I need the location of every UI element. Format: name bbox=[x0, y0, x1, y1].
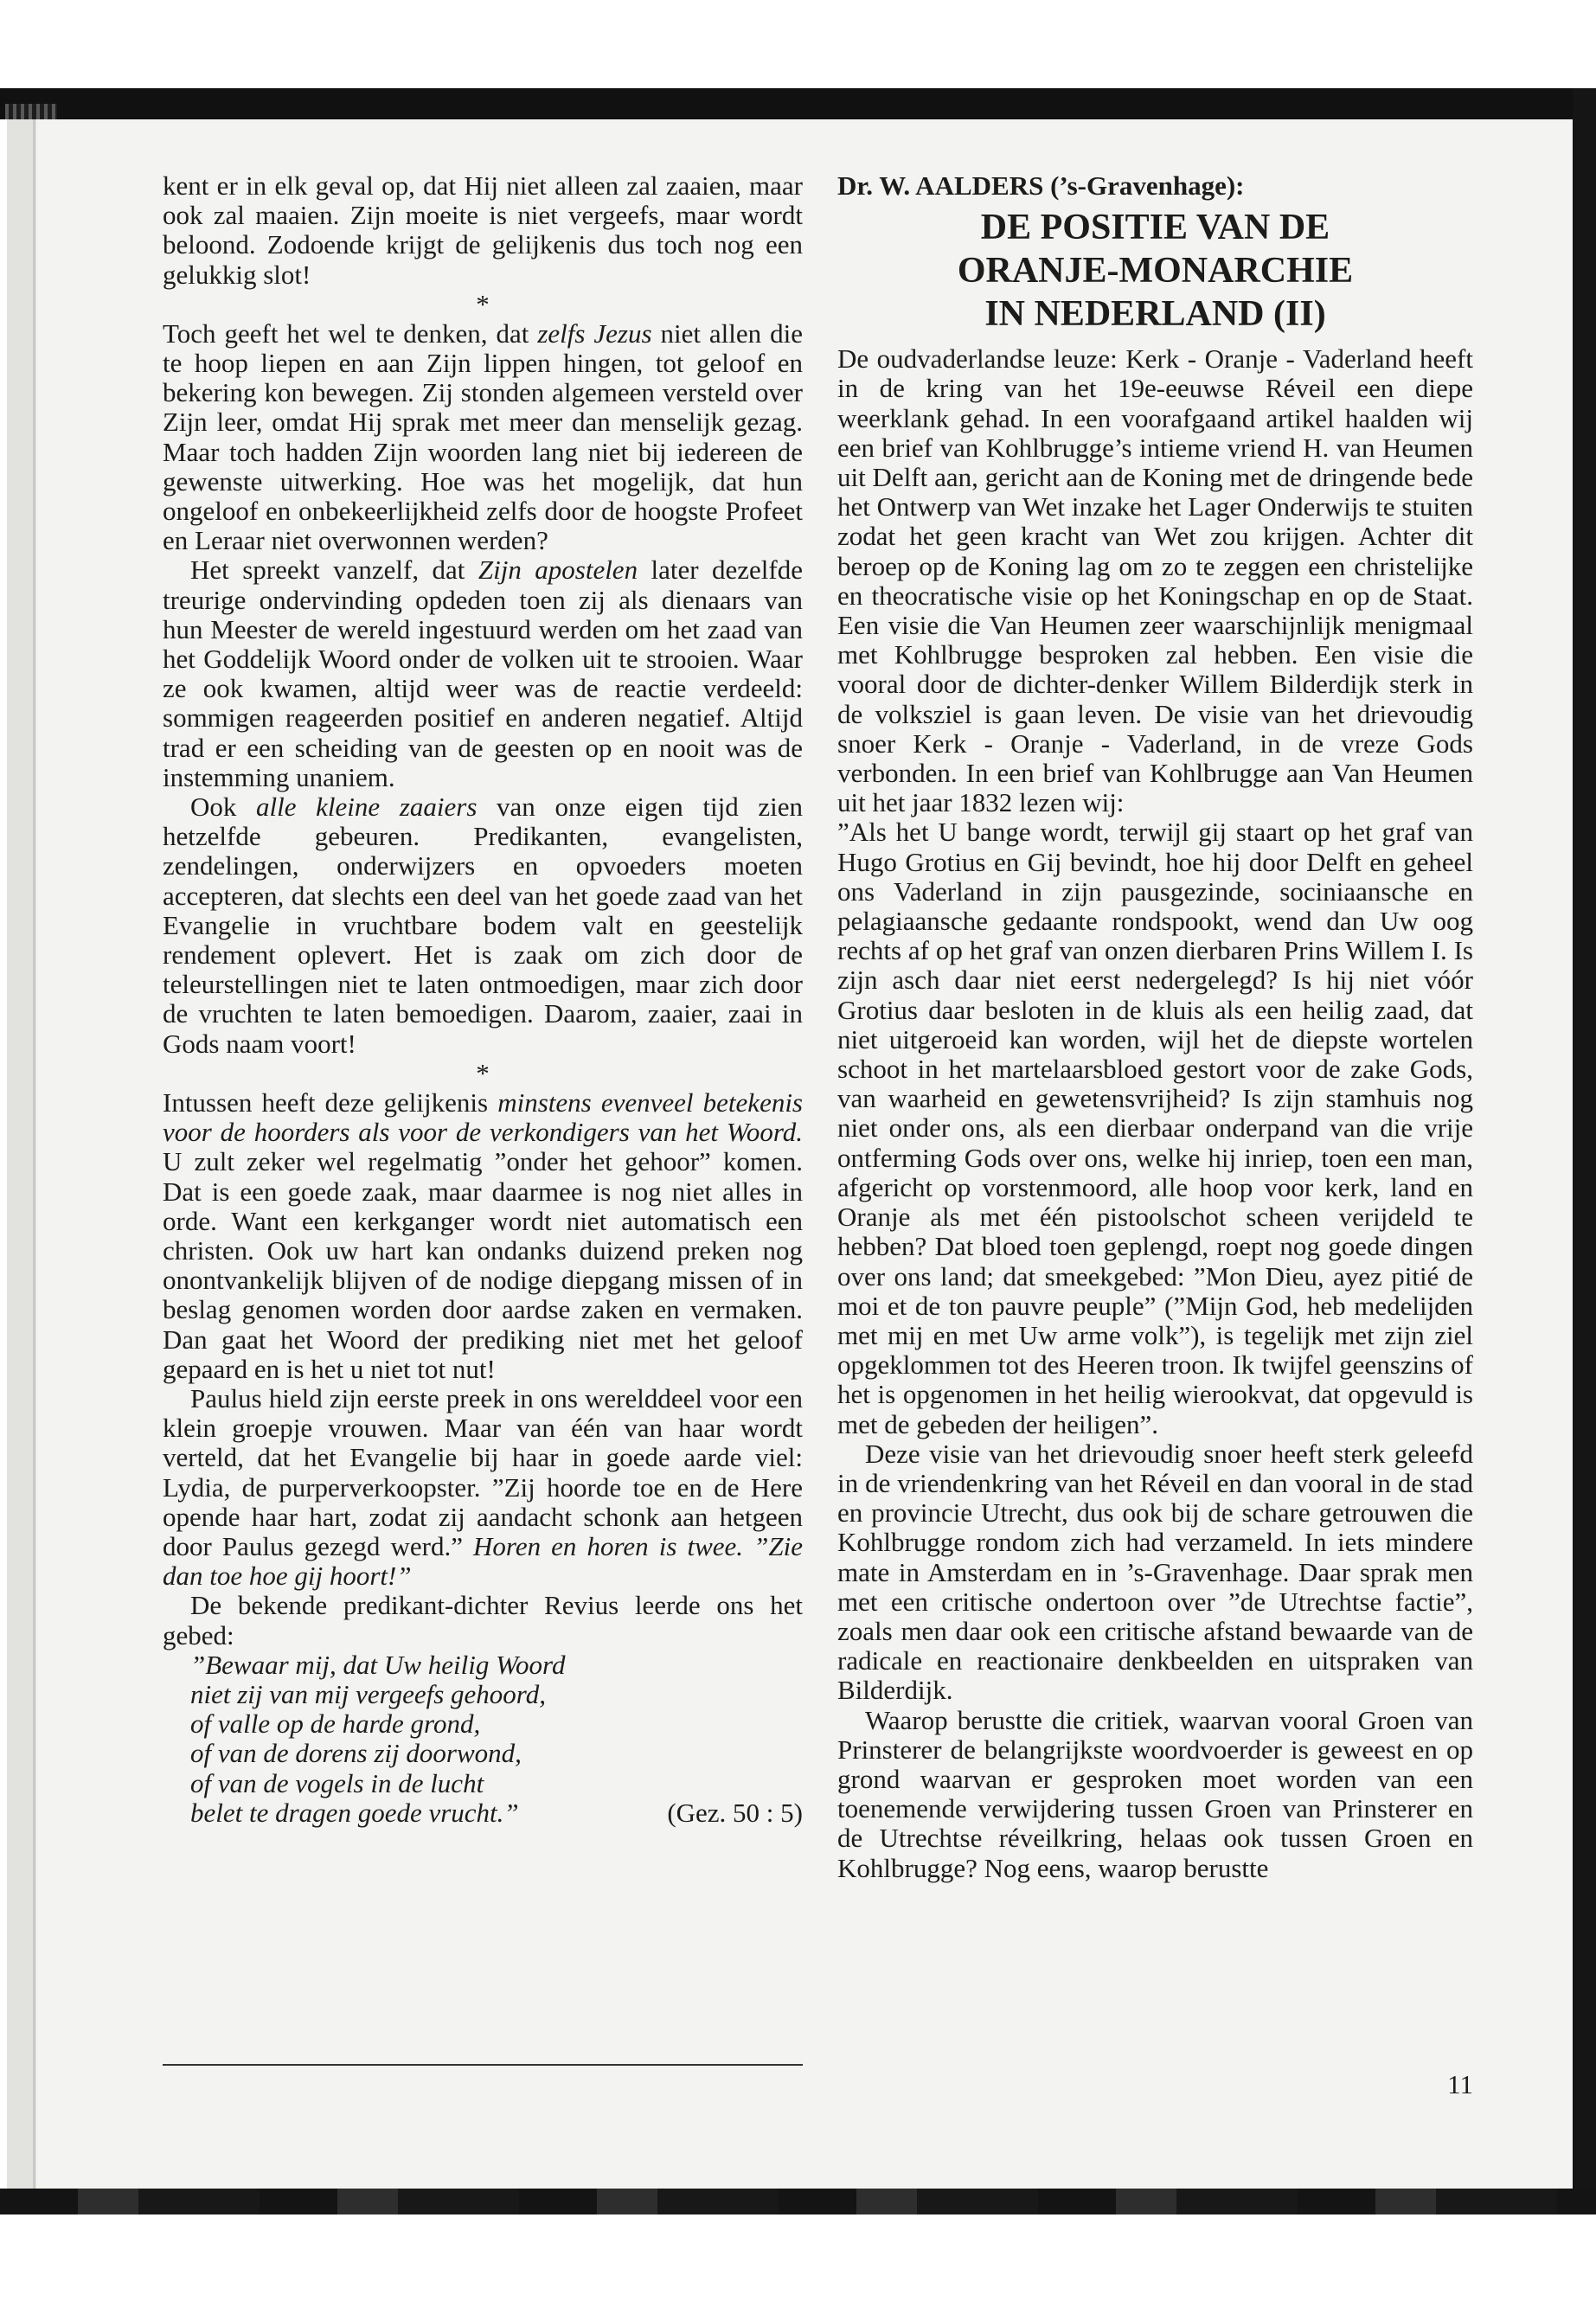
block-quote: ”Als het U bange wordt, terwijl gij staart op het graf van Hugo Grotius en Gij bevindt, hoe hij door Delft en geheel ons Vaderland in zijn pausgezinde, sociniaansche en pelagiaansche gedaante rondspookt, wend dan Uw oog rechts af op het graf van onzen dierbaren Prins Willem I. Is zijn asch daar niet eerst nedergelegd? Is hij niet vóór Grotius daar besloten in de kluis als een heilig zaad, dat niet uitgeroeid kan worden, wijl het de diepste wortelen schoot in het martelaarsbloed gestort voor de zake Gods, van waarheid en gewetensvrijheid? Is zijn stamhuis nog niet onder ons, als een dierbaar onderpand van die vrije ontferming Gods over ons, welke hij inriep, toen een man, afgericht op vorstenmoord, alle hoop voor kerk, land en Oranje als met één pistoolschot scheen verijdeld te hebben? Dat bloed toen geplengd, roept nog goede dingen over ons land; dat smeekgebed: ”Mon Dieu, ayez pitié de moi et de ton pauvre peuple” (”Mijn God, heb medelijden met mij en met Uw arme volk”), is tegelijk met zijn ziel opgeklommen tot des Heeren troon. Ik twijfel geenszins of het is opgenomen in het heilig wierookvat, dat opgevuld is met de gebeden der heiligen”. bbox=[837, 817, 1473, 1439]
poem-line: ”Bewaar mij, dat Uw heilig Woord bbox=[190, 1649, 566, 1680]
paragraph: Waarop berustte die critiek, waarvan vooral Groen van Prinsterer de belangrijkste woordvoerder is geweest en op grond waarvan er gesproken moet worden van een toenemende verwijdering tussen Groen van Prinsterer en de Utrechtse réveilkring, helaas ook tussen Groen en Kohlbrugge? Nog eens, waarop berustte bbox=[837, 1704, 1473, 1883]
title-line: DE POSITIE VAN DE bbox=[980, 208, 1330, 248]
paragraph: Het spreekt vanzelf, dat Zijn apostelen later dezelfde treurige ondervinding opdeden toen zij als dienaars van hun Meester de wereld ingestuurd werden om het zaad van het Goddelijk Woord onder de volken uit te strooien. Waar ze ook kwamen, altijd weer was de reactie verdeeld: sommigen reageerden positief en anderen negatief. Altijd trad er een scheiding van de geesten op en nooit was de instemming unaniem. bbox=[163, 554, 803, 792]
column-end-rule bbox=[163, 2064, 803, 2066]
poem-last-line bbox=[190, 1798, 803, 1828]
paragraph: De oudvaderlandse leuze: Kerk - Oranje - Vaderland heeft in de kring van het 19e-eeuwse Réveil een diepe weerklank gehad. In een voorafgaand artikel haalden wij een brief van Kohlbrugge’s intieme vriend H. van Heumen uit Delft aan, gericht aan de Koning met de dringende bede het Ontwerp van Wet inzake het Lager Onderwijs te stuiten zodat het geen kracht van Wet zou krijgen. Achter dit beroep op de Koning lag om zo te zeggen een christelijke en theocratische visie op het Koningschap en op de Staat. Een visie die Van Heumen zeer waarschijnlijk menigmaal met Kohlbrugge besproken zal hebben. Een visie die vooral door de dichter-denker Willem Bilderdijk sterk in de volksziel is gaan leven. De visie van het drievoudig snoer Kerk - Oranje - Vaderland, in de vreze Gods verbonden. In een brief van Kohlbrugge aan Van Heumen uit het jaar 1832 lezen wij: bbox=[837, 343, 1473, 818]
section-separator: * bbox=[476, 288, 490, 319]
poem-line: niet zij van mij vergeefs gehoord, bbox=[190, 1678, 546, 1709]
title-line: ORANJE-MONARCHIE bbox=[957, 251, 1354, 292]
paragraph: Intussen heeft deze gelijkenis minstens evenveel betekenis voor de hoorders als voor de verkondigers van het Woord. U zult zeker wel regelmatig ”onder het gehoor” komen. Dat is een goede zaak, maar daarmee is nog niet alles in orde. Want een kerkganger wordt niet automatisch een christen. Ook uw hart kan ondanks duizend preken nog onontvankelijk blijven of de nodige diepgang missen of in beslag genomen worden door aardse zaken en vermaken. Dan gaat het Woord der prediking niet met het geloof gepaard en is het u niet tot nut! bbox=[163, 1086, 804, 1384]
paragraph: Paulus hield zijn eerste preek in ons werelddeel voor een klein groepje vrouwen. Maar van één van haar wordt verteld, dat het Evangelie bij haar in goede aarde viel: Lydia, de purperverkoopster. ”Zij hoorde toe en de Here opende haar hart, zodat zij aandacht schonk aan hetgeen door Paulus gezegd werd.” Horen en horen is twee. ”Zie dan toe hoe gij hoort!” bbox=[163, 1382, 803, 1592]
poem-line: belet te dragen goede vrucht.” bbox=[190, 1797, 519, 1828]
scan-border-bottom bbox=[0, 2189, 1596, 2214]
scan-border-right bbox=[1573, 88, 1596, 2214]
poem-line: of van de dorens zij doorwond, bbox=[190, 1738, 522, 1769]
scan-marks bbox=[5, 104, 57, 119]
poem-reference: (Gez. 50 : 5) bbox=[667, 1797, 803, 1828]
paragraph: De bekende predikant-dichter Revius leerde ons het gebed: bbox=[163, 1590, 803, 1650]
title-line: IN NEDERLAND (II) bbox=[984, 294, 1326, 335]
left-column bbox=[163, 171, 803, 1828]
paragraph: Toch geeft het wel te denken, dat zelfs Jezus niet allen die te hoop liepen en aan Zijn lippen hingen, tot geloof en bekering kon bewegen. Zij stonden algemeen versteld over Zijn leer, omdat Hij sprak met meer dan menselijk gezag. Maar toch hadden Zijn woorden lang niet bij iedereen de gewenste uitwerking. Hoe was het mogelijk, dat hun ongeloof en onbekeerlijkheid zelfs door de hoogste Profeet en Leraar niet overwonnen werden? bbox=[163, 317, 803, 556]
scan-border-top bbox=[0, 88, 1596, 119]
paragraph: kent er in elk geval op, dat Hij niet alleen zal zaaien, maar ook zal maaien. Zijn moeite is niet vergeefs, maar wordt beloond. Zodoende krijgt de gelijkenis dus toch nog een gelukkig slot! bbox=[163, 170, 803, 290]
page-fold bbox=[33, 119, 35, 2189]
article-title bbox=[837, 206, 1473, 336]
page-number: 11 bbox=[1447, 2069, 1473, 2099]
poem bbox=[190, 1650, 803, 1828]
poem-line: of van de vogels in de lucht bbox=[190, 1767, 484, 1798]
right-column bbox=[837, 171, 1473, 1883]
section-separator: * bbox=[476, 1057, 490, 1088]
article-author: Dr. W. AALDERS (’s-Gravenhage): bbox=[837, 170, 1245, 201]
paragraph: Deze visie van het drievoudig snoer heeft sterk geleefd in de vriendenkring van het Réveil en dan vooral in de stad en provincie Utrecht, dus ook bij de schare getrouwen die Kohlbrugge rondom zich had verzameld. In iets mindere mate in Amsterdam en in ’s-Gravenhage. Daar sprak men met een critische ondertoon over ”de Utrechtse factie”, zoals men daar ook een critische afstand bewaarde van de radicale en reactionaire denkbeelden en uitspraken van Bilderdijk. bbox=[837, 1438, 1473, 1706]
paragraph: Ook alle kleine zaaiers van onze eigen tijd zien hetzelfde gebeuren. Predikanten, evangelisten, zendelingen, onderwijzers en opvoeders moeten accepteren, dat slechts een deel van het goede zaad van het Evangelie in vruchtbare bodem valt en geestelijk rendement oplevert. Het is zaak om zich door de teleurstellingen niet te laten ontmoedigen, maar zich door de vruchten te laten bemoedigen. Daarom, zaaier, zaai in Gods naam voort! bbox=[163, 792, 803, 1059]
poem-line: of valle op de harde grond, bbox=[190, 1708, 481, 1740]
